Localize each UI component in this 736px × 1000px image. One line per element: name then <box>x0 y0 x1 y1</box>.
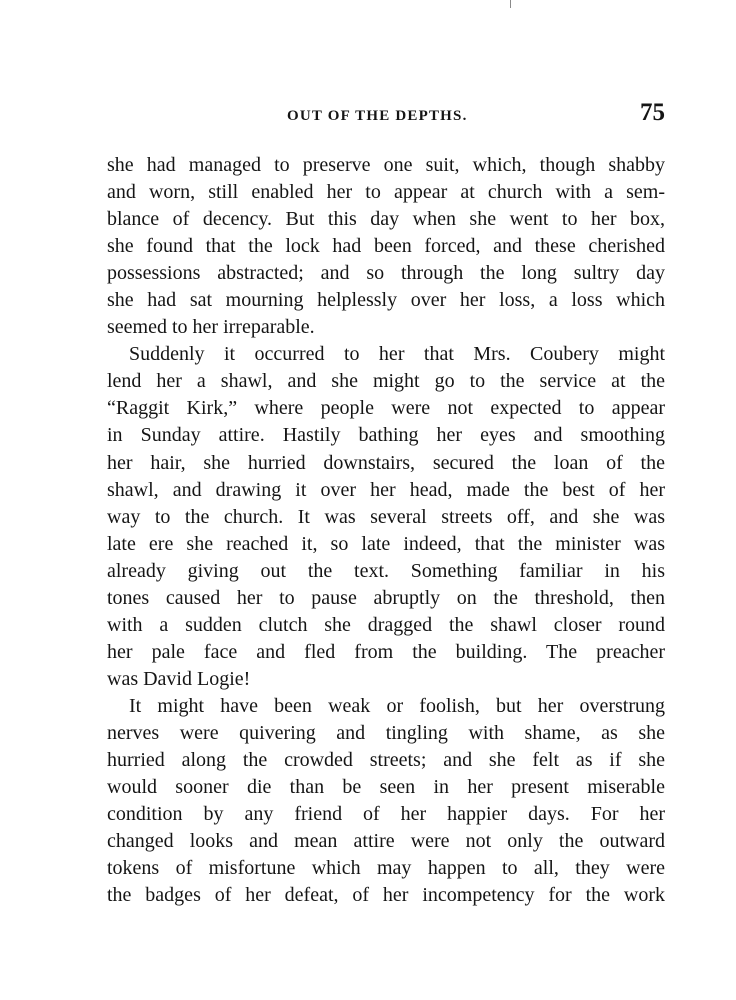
paragraph-2 <box>107 341 665 693</box>
text-line: changed looks and mean attire were not only the outward <box>107 830 665 853</box>
text-line: would sooner die than be seen in her present miserable <box>107 776 665 799</box>
text-line: the badges of her defeat, of her incompetency for the work <box>107 884 665 907</box>
paragraph-3 <box>107 693 665 909</box>
body-text <box>107 152 665 909</box>
text-line: blance of decency. But this day when she went to her box, <box>107 208 665 231</box>
running-head <box>107 96 665 136</box>
text-line: tokens of misfortune which may happen to all, they were <box>107 857 665 880</box>
page-speck <box>510 0 511 8</box>
text-line: It might have been weak or foolish, but her overstrung <box>129 694 665 717</box>
text-line: seemed to her irreparable. <box>107 316 315 339</box>
text-line: hurried along the crowded streets; and she felt as if she <box>107 749 665 772</box>
text-line: she had sat mourning helplessly over her loss, a loss which <box>107 289 665 312</box>
text-line: tones caused her to pause abruptly on the threshold, then <box>107 586 665 609</box>
text-line: possessions abstracted; and so through the long sultry day <box>107 262 665 285</box>
text-line: condition by any friend of her happier days. For her <box>107 803 665 826</box>
text-line: Suddenly it occurred to her that Mrs. Coubery might <box>129 343 665 366</box>
text-line: “Raggit Kirk,” where people were not expected to appear <box>107 397 665 420</box>
text-line: she found that the lock had been forced, and these cherished <box>107 235 665 258</box>
page-number: 75 <box>640 99 665 126</box>
text-line: her hair, she hurried downstairs, secured the loan of the <box>107 451 665 474</box>
text-line: already giving out the text. Something familiar in his <box>107 559 665 582</box>
text-line: lend her a shawl, and she might go to the service at the <box>107 370 665 393</box>
text-line: she had managed to preserve one suit, which, though shabby <box>107 154 665 176</box>
running-title: OUT OF THE DEPTHS. <box>287 108 468 124</box>
text-line: and worn, still enabled her to appear at church with a sem- <box>107 181 665 204</box>
text-line: was David Logie! <box>107 667 251 690</box>
text-line: her pale face and fled from the building. The preacher <box>107 640 665 663</box>
text-line: late ere she reached it, so late indeed, that the minister was <box>107 532 665 555</box>
text-line: nerves were quivering and tingling with shame, as she <box>107 721 665 744</box>
text-line: way to the church. It was several streets off, and she was <box>107 505 665 528</box>
text-line: with a sudden clutch she dragged the shawl closer round <box>107 613 665 636</box>
paragraph-1 <box>107 152 665 341</box>
text-line: in Sunday attire. Hastily bathing her eyes and smoothing <box>107 424 665 447</box>
text-line: shawl, and drawing it over her head, made the best of her <box>107 478 665 501</box>
